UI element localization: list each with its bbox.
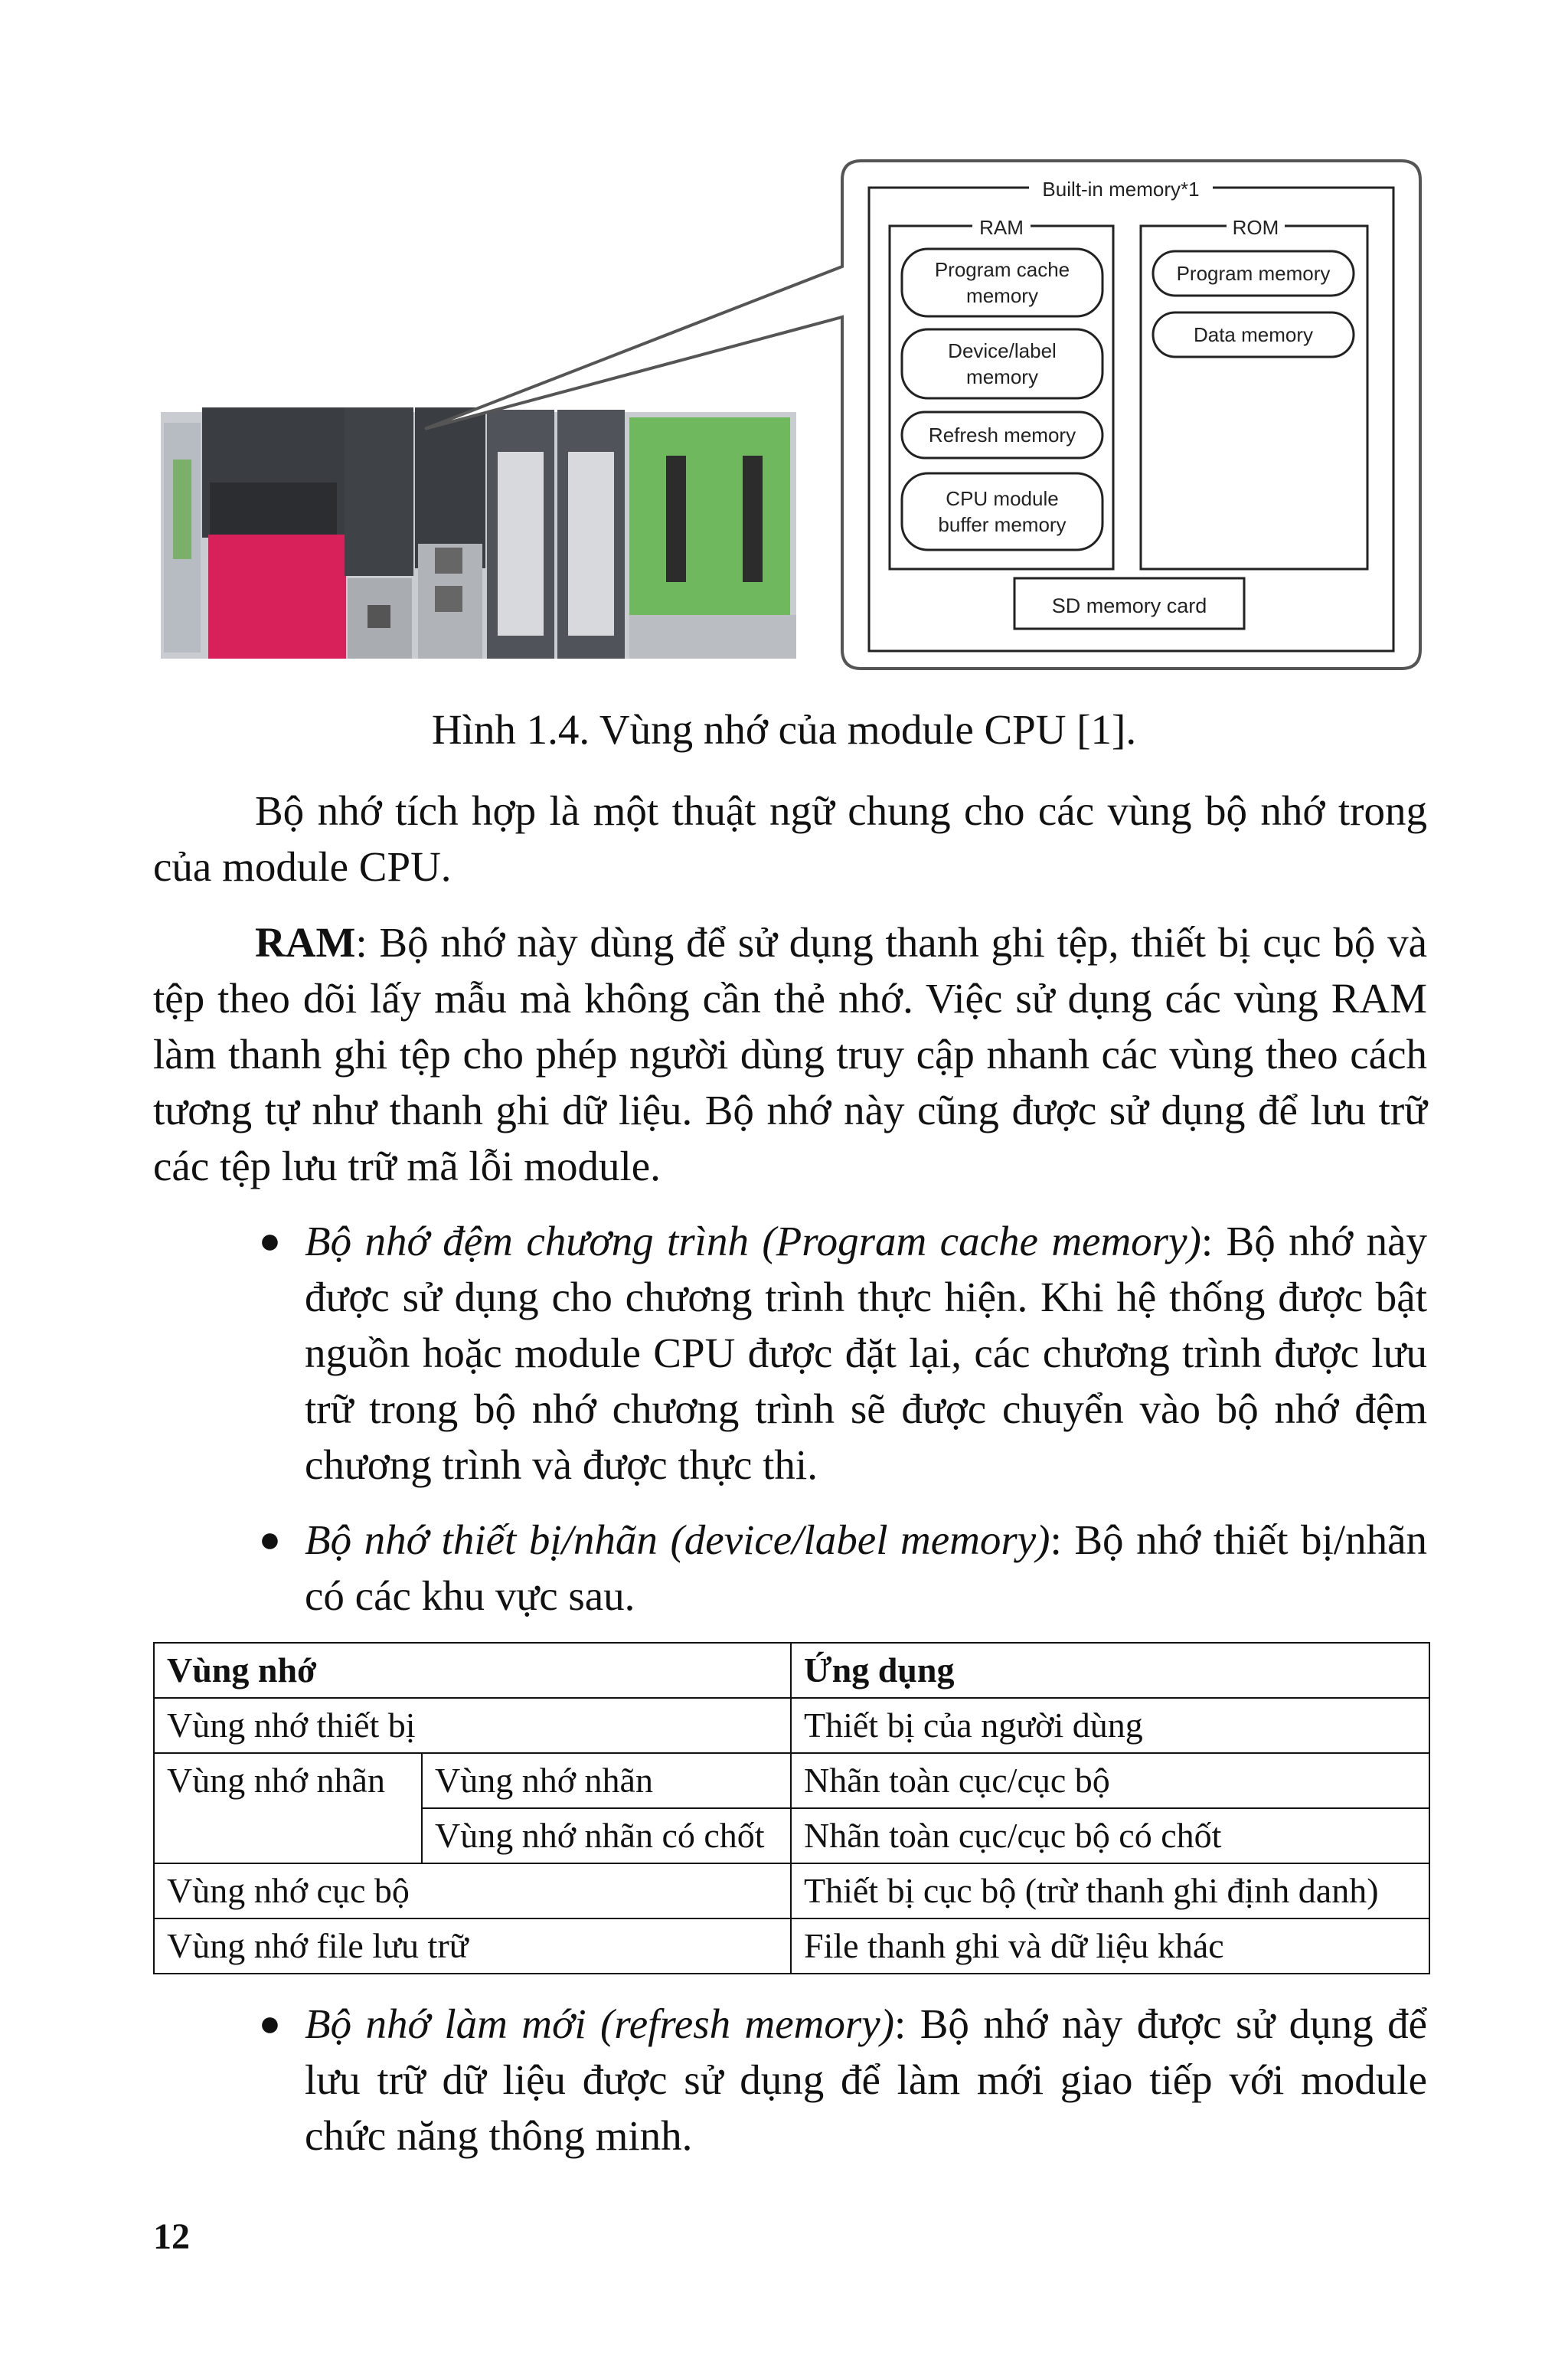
- table-cell: Vùng nhớ cục bộ: [154, 1863, 791, 1918]
- figure-caption: Hình 1.4. Vùng nhớ của module CPU [1].: [431, 706, 1137, 753]
- table-cell: Thiết bị của người dùng: [791, 1698, 1429, 1753]
- table-cell: Vùng nhớ nhãn có chốt: [422, 1808, 791, 1863]
- table-header-row: [154, 1643, 1429, 1698]
- table-row: [154, 1863, 1429, 1918]
- bullet-dot: ●: [259, 1519, 281, 1560]
- table-cell: Vùng nhớ nhãn: [422, 1753, 791, 1808]
- sd-card-label: SD memory card: [1051, 594, 1207, 617]
- ram-items: [902, 249, 1102, 550]
- builtin-memory-label: Built-in memory*1: [1042, 178, 1200, 201]
- ram-label: RAM: [979, 216, 1024, 239]
- table-cell: File thanh ghi và dữ liệu khác: [791, 1918, 1429, 1974]
- ram-term: RAM: [255, 919, 356, 966]
- figure-drawing: [161, 153, 1424, 674]
- bullet-refresh-memory: [153, 1996, 1427, 2164]
- ram-description: : Bộ nhớ này dùng để sử dụng thanh ghi tệp, thiết bị cục bộ và tệp theo dõi lấy mẫu mà không cần thẻ nhớ. Việc sử dụng các vùng RAM làm thanh ghi tệp cho phép người dùng truy cập nhanh các vùng theo cách tương tự như thanh ghi dữ liệu. Bộ nhớ này cũng được sử dụng để lưu trữ các tệp lưu trữ mã lỗi module.: [153, 919, 1427, 1189]
- table-cell: Vùng nhớ thiết bị: [154, 1698, 791, 1753]
- rom-item-label: Data memory: [1193, 323, 1314, 346]
- table-cell: Vùng nhớ file lưu trữ: [154, 1918, 791, 1974]
- table-header-cell: Vùng nhớ: [154, 1643, 791, 1698]
- table-cell: Nhãn toàn cục/cục bộ: [791, 1753, 1429, 1808]
- rom-label: ROM: [1232, 216, 1279, 239]
- bullet-text: : Bộ nhớ này được sử dụng để lưu trữ dữ liệu được sử dụng để làm mới giao tiếp với module chức năng thông minh.: [305, 2000, 1427, 2159]
- ram-item-label: Device/label: [948, 339, 1057, 362]
- ram-item-label: buffer memory: [938, 513, 1067, 536]
- bullet-term: Bộ nhớ thiết bị/nhãn (device/label memory): [305, 1516, 1050, 1563]
- ram-item-label: memory: [966, 284, 1038, 307]
- table-row: [154, 1918, 1429, 1974]
- rom-item-label: Program memory: [1176, 262, 1331, 285]
- bullet-program-cache: [153, 1213, 1427, 1493]
- table-cell: Thiết bị cục bộ (trừ thanh ghi định danh): [791, 1863, 1429, 1918]
- bullet-dot: ●: [259, 2003, 281, 2044]
- intro-paragraph: Bộ nhớ tích hợp là một thuật ngữ chung cho các vùng bộ nhớ trong của module CPU.: [153, 787, 1427, 890]
- ram-paragraph: [153, 914, 1427, 1194]
- page-number: 12: [153, 2216, 190, 2257]
- table-row: [154, 1698, 1429, 1753]
- plc-hardware-illustration: [161, 407, 796, 659]
- table-cell: Nhãn toàn cục/cục bộ có chốt: [791, 1808, 1429, 1863]
- bullet-device-label: [153, 1512, 1427, 1624]
- cpu-memory-figure: [161, 153, 1424, 674]
- ram-item-label: CPU module: [946, 487, 1059, 510]
- bullet-text: : Bộ nhớ này được sử dụng cho chương trình thực hiện. Khi hệ thống được bật nguồn hoặc module CPU được đặt lại, các chương trình được lưu trữ trong bộ nhớ chương trình sẽ được chuyển vào bộ nhớ đệm chương trình và được thực thi.: [305, 1218, 1428, 1488]
- table-row: [154, 1753, 1429, 1808]
- bullet-term: Bộ nhớ làm mới (refresh memory): [305, 2000, 895, 2047]
- bullet-dot: ●: [259, 1221, 281, 1261]
- ram-item-box: [902, 473, 1102, 550]
- bullet-text: : Bộ nhớ thiết bị/nhãn có các khu vực sau.: [305, 1516, 1428, 1619]
- memory-areas-table: [153, 1642, 1430, 1974]
- table-cell: Vùng nhớ nhãn: [154, 1753, 422, 1863]
- bullet-term: Bộ nhớ đệm chương trình (Program cache memory): [305, 1218, 1201, 1264]
- table-header-cell: Ứng dụng: [791, 1643, 1429, 1698]
- ram-item-label: Program cache: [934, 258, 1070, 281]
- ram-item-label: memory: [966, 365, 1038, 388]
- ram-item-label: Refresh memory: [928, 424, 1076, 446]
